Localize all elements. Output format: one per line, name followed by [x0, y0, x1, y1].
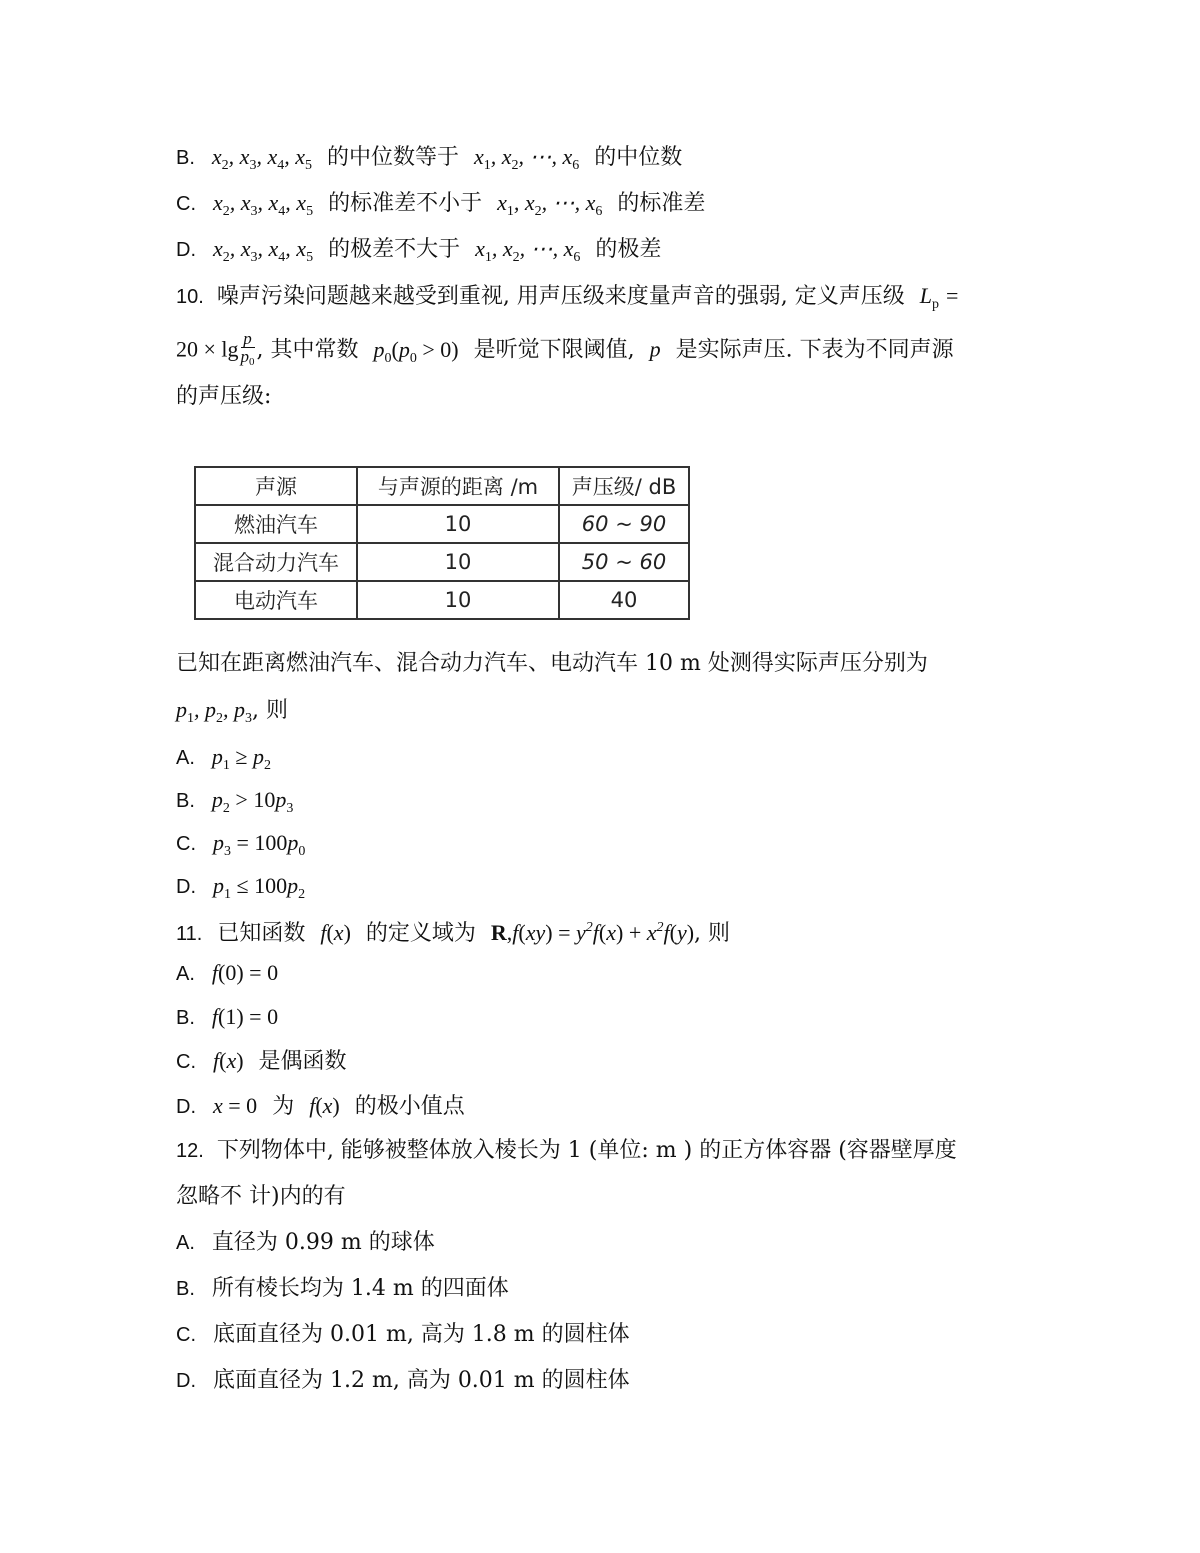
- q10-option-d: D. $p_1 \le 100p_2$: [176, 873, 306, 902]
- math-expression: $p_0(p_0 > 0)$: [373, 336, 459, 366]
- q10-after-line1: 已知在距离燃油汽车、混合动力汽车、电动汽车 10 m 处测得实际声压分别为: [176, 651, 928, 676]
- table-row: 混合动力汽车 10 50 ~ 60: [195, 543, 689, 581]
- math-expression: $x_1$, $x_2$, ⋯, $x_6$: [475, 236, 581, 265]
- q11-option-c: C. f(x) 是偶函数: [176, 1048, 347, 1074]
- math-expression: $x_2$, $x_3$, $x_4$, $x_5$: [213, 190, 314, 219]
- q10-option-b: B. $p_2 > 10p_3$: [176, 787, 294, 816]
- q11-option-d: D. x = 0 为 f(x) 的极小值点: [176, 1093, 465, 1119]
- q12-stem-line2: 忽略不 计)内的有: [176, 1184, 346, 1209]
- q9-option-c: C. $x_2$, $x_3$, $x_4$, $x_5$ 的标准差不小于 $x_1$, $x_2$, ⋯, $x_6$ 的标准差: [176, 190, 706, 219]
- table-row: 燃油汽车 10 60 ~ 90: [195, 505, 689, 543]
- math-expression: $x_1$, $x_2$, ⋯, $x_6$: [497, 190, 603, 219]
- math-expression: $x_1$, $x_2$, ⋯, $x_6$: [473, 144, 580, 173]
- q12-stem-line1: 12. 下列物体中, 能够被整体放入棱长为 1 (单位: m ) 的正方体容器 (容器壁厚度: [176, 1138, 957, 1163]
- q10-option-a: A. $p_1 \ge p_2$: [176, 744, 271, 773]
- q10-stem-line3: 的声压级:: [176, 384, 272, 409]
- q12-option-a: A. 直径为 0.99 m 的球体: [176, 1230, 435, 1255]
- math-expression: $x_2$, $x_3$, $x_4$, $x_5$: [211, 144, 312, 173]
- q11-option-b: B. f(1) = 0: [176, 1004, 279, 1029]
- math-expression: $f(xy) = y^2f(x) + x^2f(y)$: [512, 920, 695, 945]
- q9-option-b: B. $x_2$, $x_3$, $x_4$, $x_5$ 的中位数等于 $x_1$, $x_2$, ⋯, $x_6$ 的中位数: [176, 144, 683, 173]
- q10-option-c: C. $p_3 = 100p_0$: [176, 830, 306, 859]
- math-expression: $x_2$, $x_3$, $x_4$, $x_5$: [213, 236, 314, 265]
- q12-option-c: C. 底面直径为 0.01 m, 高为 1.8 m 的圆柱体: [176, 1322, 630, 1347]
- q11-option-a: A. f(0) = 0: [176, 960, 279, 985]
- q10-stem-line1: 10. 噪声污染问题越来越受到重视, 用声压级来度量声音的强弱, 定义声压级 $L_p$ =: [176, 283, 959, 312]
- fraction: $\frac{p}{p_0}$: [240, 329, 255, 368]
- math-expression: $p_1$, $p_2$, $p_3$: [176, 697, 252, 726]
- sound-source-table: [194, 466, 690, 620]
- table-header-row: 声源 与声源的距离 /m 声压级/ dB: [195, 467, 689, 505]
- q10-after-line2: $p_1$, $p_2$, $p_3$, 则: [176, 697, 288, 726]
- table-row: 电动汽车 10 40: [195, 581, 689, 619]
- q9-option-d: D. $x_2$, $x_3$, $x_4$, $x_5$ 的极差不大于 $x_1$, $x_2$, ⋯, $x_6$ 的极差: [176, 236, 662, 265]
- q10-stem-line2: 20 × lg $\frac{p}{p_0}$ , 其中常数 $p_0(p_0 > 0)$ 是听觉下限阈值, p 是实际声压. 下表为不同声源: [176, 330, 954, 374]
- math-expression: $L_p$: [919, 283, 940, 312]
- q12-option-d: D. 底面直径为 1.2 m, 高为 0.01 m 的圆柱体: [176, 1368, 630, 1393]
- q12-option-b: B. 所有棱长均为 1.4 m 的四面体: [176, 1276, 509, 1301]
- q11-stem: 11. 已知函数 f(x) 的定义域为 $R,f(xy) = y^2f(x) + x^2f(y)$, 则: [176, 920, 731, 946]
